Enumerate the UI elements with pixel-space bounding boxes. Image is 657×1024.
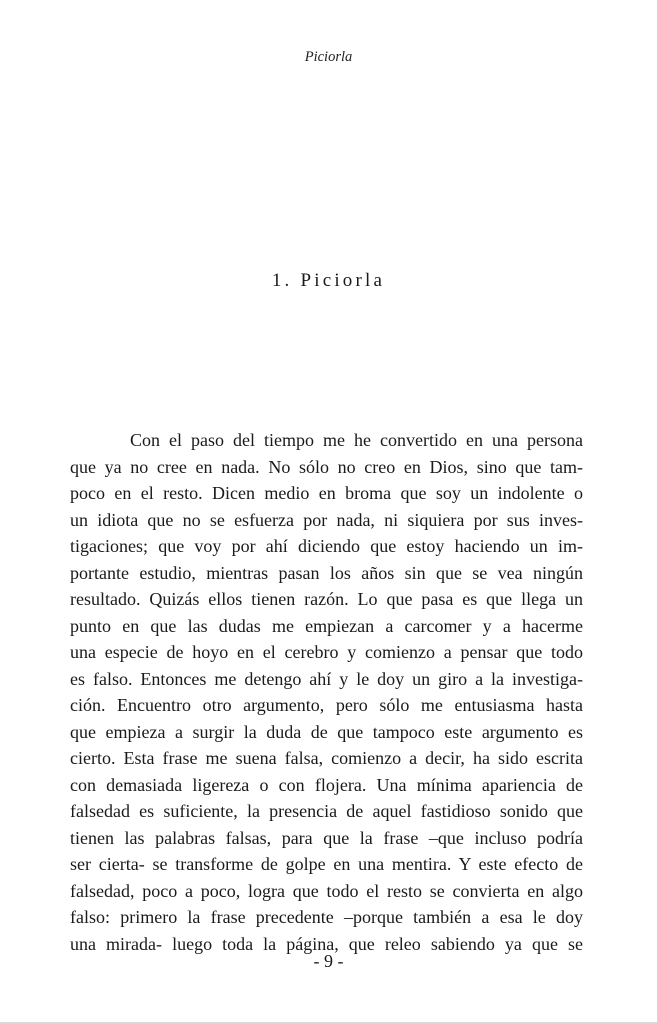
page-number: - 9 - xyxy=(313,951,344,971)
paragraph-line: poco en el resto. Dicen medio en broma que soy un indolente o xyxy=(70,483,583,503)
paragraph-line: que ya no cree en nada. No sólo no creo en Dios, sino que tam- xyxy=(70,456,583,477)
paragraph-line: portante estudio, mientras pasan los años sin que se vea ningún xyxy=(70,562,583,583)
paragraph-line: punto en que las dudas me empiezan a carcomer y a hacerme xyxy=(70,615,583,636)
paragraph-line: tigaciones; que voy por ahí diciendo que estoy haciendo un im- xyxy=(70,536,583,556)
paragraph-line: una mirada- luego toda la página, que releo sabiendo ya que se xyxy=(70,933,583,954)
paragraph-line: falso: primero la frase precedente –porque también a esa le doy xyxy=(70,907,583,927)
paragraph-line: tienen las palabras falsas, para que la frase –que incluso podría xyxy=(70,827,583,848)
paragraph-line: que empieza a surgir la duda de que tampoco este argumento es xyxy=(70,721,583,742)
paragraph-line: ser cierta- se transforme de golpe en una mentira. Y este efecto de xyxy=(70,854,583,874)
paragraph-line: falsedad, poco a poco, logra que todo el resto se convierta en algo xyxy=(70,880,583,901)
paragraph-line: falsedad es suficiente, la presencia de aquel fastidioso sonido que xyxy=(70,801,583,821)
body-paragraph xyxy=(70,427,583,957)
paragraph-line: Con el paso del tiempo me he convertido en una persona xyxy=(130,430,583,450)
chapter-title: 1. Piciorla xyxy=(271,270,386,291)
paragraph-line: ción. Encuentro otro argumento, pero sólo me entusiasma hasta xyxy=(70,695,583,715)
paragraph-line: con demasiada ligereza o con flojera. Una mínima apariencia de xyxy=(70,774,583,795)
paragraph-line: un idiota que no se esfuerza por nada, ni siquiera por sus inves- xyxy=(70,509,583,530)
paragraph-line: cierto. Esta frase me suena falsa, comienzo a decir, ha sido escrita xyxy=(70,748,583,768)
paragraph-line: resultado. Quizás ellos tienen razón. Lo que pasa es que llega un xyxy=(70,589,583,609)
paragraph-line: una especie de hoyo en el cerebro y comienzo a pensar que todo xyxy=(70,642,583,662)
paragraph-line: es falso. Entonces me detengo ahí y le doy un giro a la investiga- xyxy=(70,668,583,689)
running-head: Piciorla xyxy=(304,49,353,65)
